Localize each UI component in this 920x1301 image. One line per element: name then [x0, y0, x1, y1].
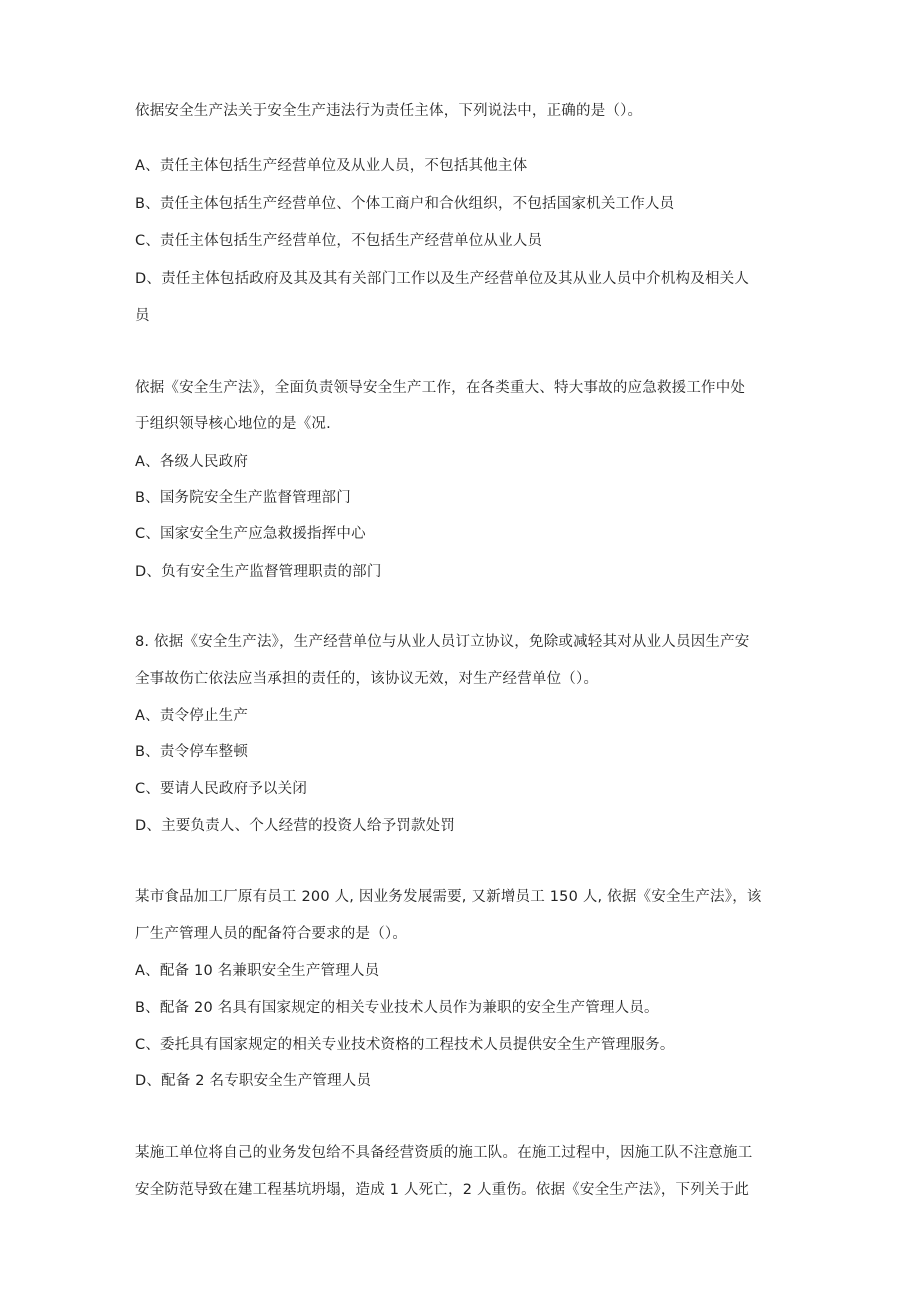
question-4-option-c: C、委托具有国家规定的相关专业技术资格的工程技术人员提供安全生产管理服务。 [135, 1037, 675, 1053]
question-4-option-d: D、配备 2 名专职安全生产管理人员 [135, 1073, 372, 1089]
question-2-option-c: C、国家安全生产应急救援指挥中心 [135, 526, 366, 542]
question-4-option-a: A、配备 10 名兼职安全生产管理人员 [135, 963, 380, 979]
question-5-stem-line-1: 某施工单位将自己的业务发包给不具备经营资质的施工队。在施工过程中，因施工队不注意施工 [135, 1145, 753, 1161]
question-3-option-b: B、责令停车整顿 [135, 744, 249, 760]
question-5-stem-line-2: 安全防范导致在建工程基坑坍塌，造成 1 人死亡，2 人重伤。依据《安全生产法》，下列关于此 [135, 1182, 750, 1198]
question-1-option-a: A、责任主体包括生产经营单位及从业人员，不包括其他主体 [135, 158, 528, 174]
question-2-option-d: D、负有安全生产监督管理职责的部门 [135, 564, 382, 580]
question-2-stem-line-2: 于组织领导核心地位的是《况. [135, 416, 331, 432]
question-1-stem-line-1: 依据安全生产法关于安全生产违法行为责任主体，下列说法中，正确的是（）。 [135, 103, 643, 119]
question-3-option-c: C、要请人民政府予以关闭 [135, 781, 308, 797]
question-1-option-c: C、责任主体包括生产经营单位，不包括生产经营单位从业人员 [135, 233, 543, 249]
question-1-option-d-line-2: 员 [135, 308, 150, 324]
question-2-option-a: A、各级人民政府 [135, 454, 249, 470]
question-3-option-a: A、责令停止生产 [135, 708, 249, 724]
question-3-option-d: D、主要负责人、个人经营的投资人给予罚款处罚 [135, 818, 456, 834]
question-4-option-b: B、配备 20 名具有国家规定的相关专业技术人员作为兼职的安全生产管理人员。 [135, 1000, 659, 1016]
question-4-stem-line-1: 某市食品加工厂原有员工 200 人, 因业务发展需要, 又新增员工 150 人, 依据《安全生产法》，该 [135, 889, 762, 905]
question-1-option-d-line-1: D、责任主体包括政府及其及其有关部门工作以及生产经营单位及其从业人员中介机构及相关人 [135, 271, 750, 287]
question-2-option-b: B、国务院安全生产监督管理部门 [135, 490, 351, 506]
question-2-stem-line-1: 依据《安全生产法》，全面负责领导安全生产工作，在各类重大、特大事故的应急救援工作中处 [135, 380, 746, 396]
question-3-stem-line-1: 8. 依据《安全生产法》，生产经营单位与从业人员订立协议，免除或减轻其对从业人员因生产安 [135, 634, 750, 650]
question-1-option-b: B、责任主体包括生产经营单位、个体工商户和合伙组织，不包括国家机关工作人员 [135, 196, 675, 212]
question-4-stem-line-2: 厂生产管理人员的配备符合要求的是（）。 [135, 926, 408, 942]
question-3-stem-line-2: 全事故伤亡依法应当承担的责任的，该协议无效，对生产经营单位（）。 [135, 671, 599, 687]
